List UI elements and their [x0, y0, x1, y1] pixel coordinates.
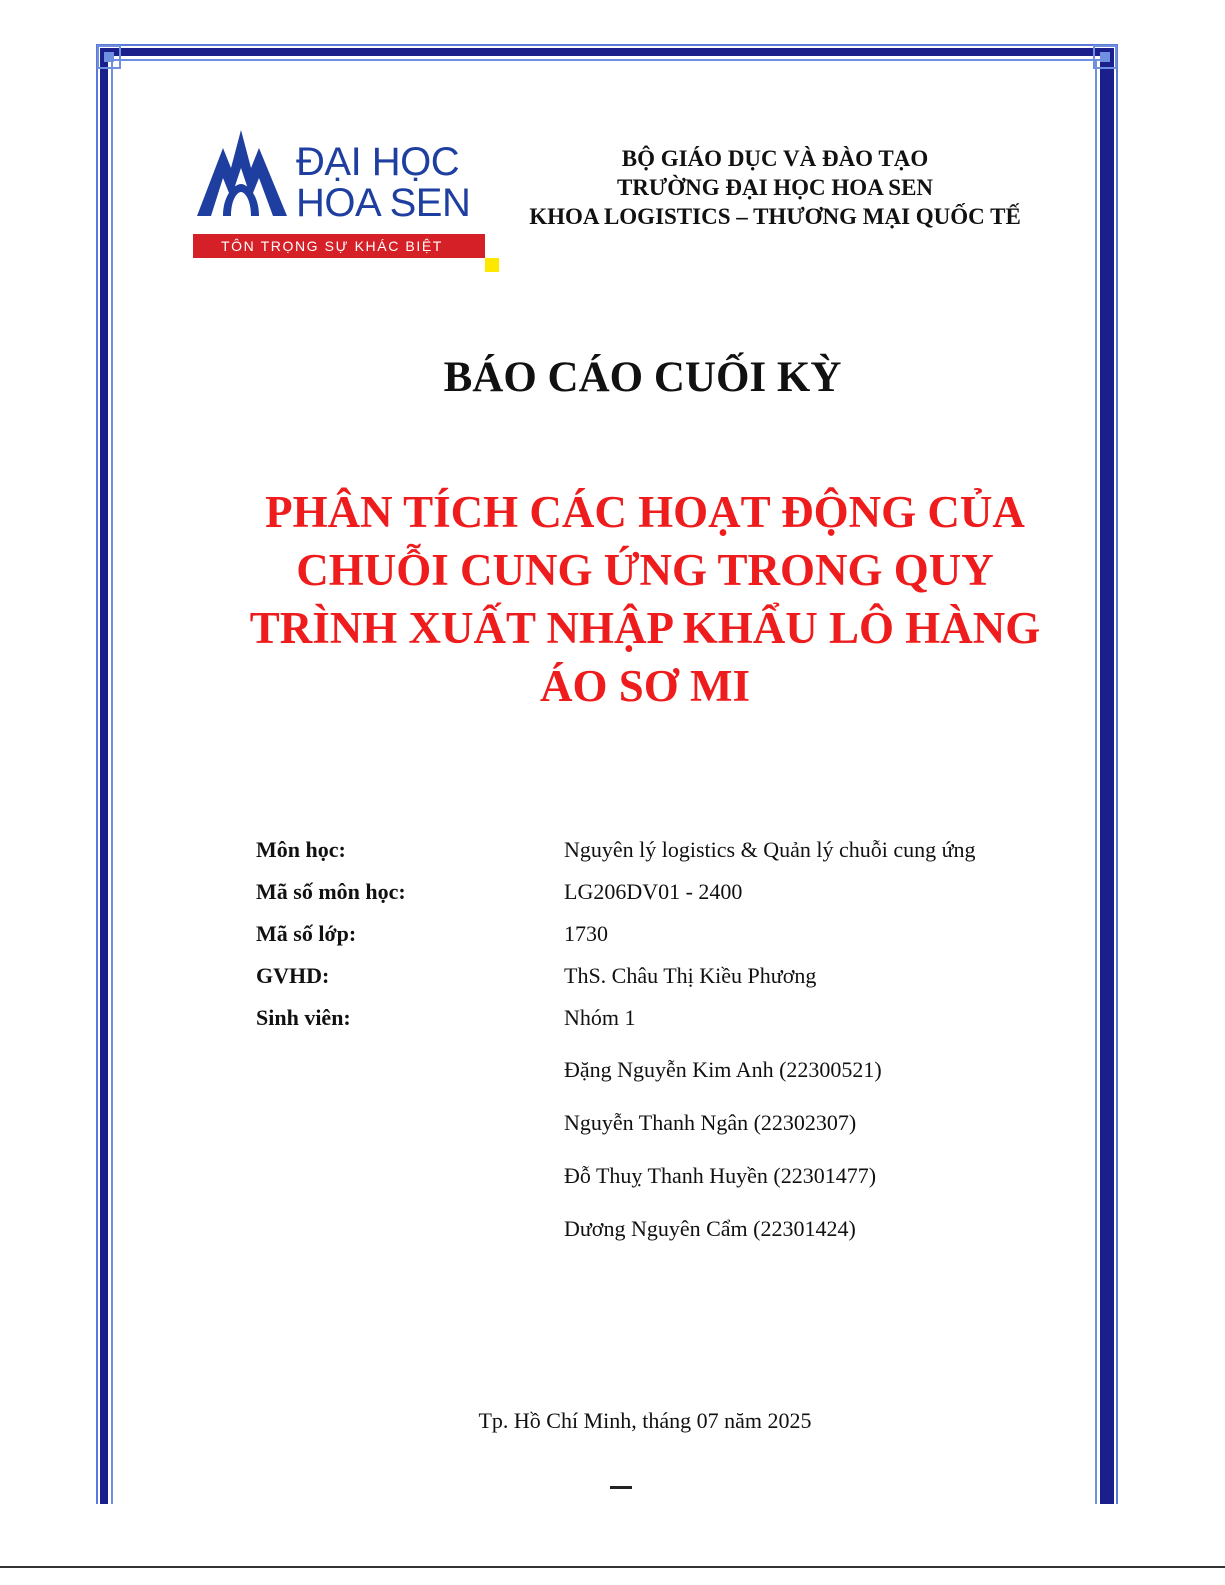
page-mark	[610, 1486, 632, 1489]
title-line: ÁO SƠ MI	[539, 661, 750, 711]
list-item: Dương Nguyên Cẩm (22301424)	[564, 1216, 856, 1241]
university-name: TRƯỜNG ĐẠI HỌC HOA SEN	[616, 175, 934, 200]
title-line: TRÌNH XUẤT NHẬP KHẨU LÔ HÀNG	[249, 603, 1041, 653]
class-code-label: Mã số lớp:	[256, 921, 357, 946]
report-title	[230, 483, 1060, 715]
list-item: Nguyễn Thanh Ngân (22302307)	[564, 1110, 857, 1135]
info-row-class-code	[256, 921, 1076, 963]
course-info	[256, 837, 1076, 1047]
info-row-instructor	[256, 963, 1076, 1005]
faculty-name: KHOA LOGISTICS – THƯƠNG MẠI QUỐC TẾ	[529, 204, 1021, 229]
place-date: Tp. Hồ Chí Minh, tháng 07 năm 2025	[478, 1408, 812, 1433]
course-label: Môn học:	[256, 837, 346, 862]
lotus-mountain-icon	[193, 128, 291, 220]
report-type: BÁO CÁO CUỐI KỲ	[443, 354, 842, 401]
info-row-course	[256, 837, 1076, 879]
info-row-course-code	[256, 879, 1076, 921]
students-label: Sinh viên:	[256, 1005, 351, 1030]
title-line: PHÂN TÍCH CÁC HOẠT ĐỘNG CỦA	[265, 487, 1025, 537]
instructor-value: ThS. Châu Thị Kiều Phương	[564, 963, 817, 988]
course-code-value: LG206DV01 - 2400	[564, 879, 743, 904]
logo-name-line1: ĐẠI HỌC	[296, 140, 460, 184]
university-logo	[193, 128, 503, 273]
list-item: Đỗ Thuỵ Thanh Huyền (22301477)	[564, 1163, 877, 1188]
page-bottom-rule	[0, 1566, 1225, 1568]
logo-slogan: TÔN TRỌNG SỰ KHÁC BIỆT	[193, 234, 485, 258]
course-code-label: Mã số môn học:	[256, 879, 406, 904]
instructor-label: GVHD:	[256, 963, 330, 988]
logo-accent-square	[485, 258, 499, 272]
student-list	[564, 1057, 882, 1269]
group-value: Nhóm 1	[564, 1005, 636, 1030]
list-item: Đặng Nguyễn Kim Anh (22300521)	[564, 1057, 882, 1082]
class-code-value: 1730	[564, 921, 608, 946]
course-value: Nguyên lý logistics & Quản lý chuỗi cung ứng	[564, 837, 976, 862]
ministry-name: BỘ GIÁO DỤC VÀ ĐÀO TẠO	[621, 146, 929, 171]
title-line: CHUỖI CUNG ỨNG TRONG QUY	[296, 545, 994, 595]
logo-name-line2: HOA SEN	[296, 181, 471, 225]
info-row-students	[256, 1005, 1076, 1047]
institution-header	[510, 144, 1040, 231]
